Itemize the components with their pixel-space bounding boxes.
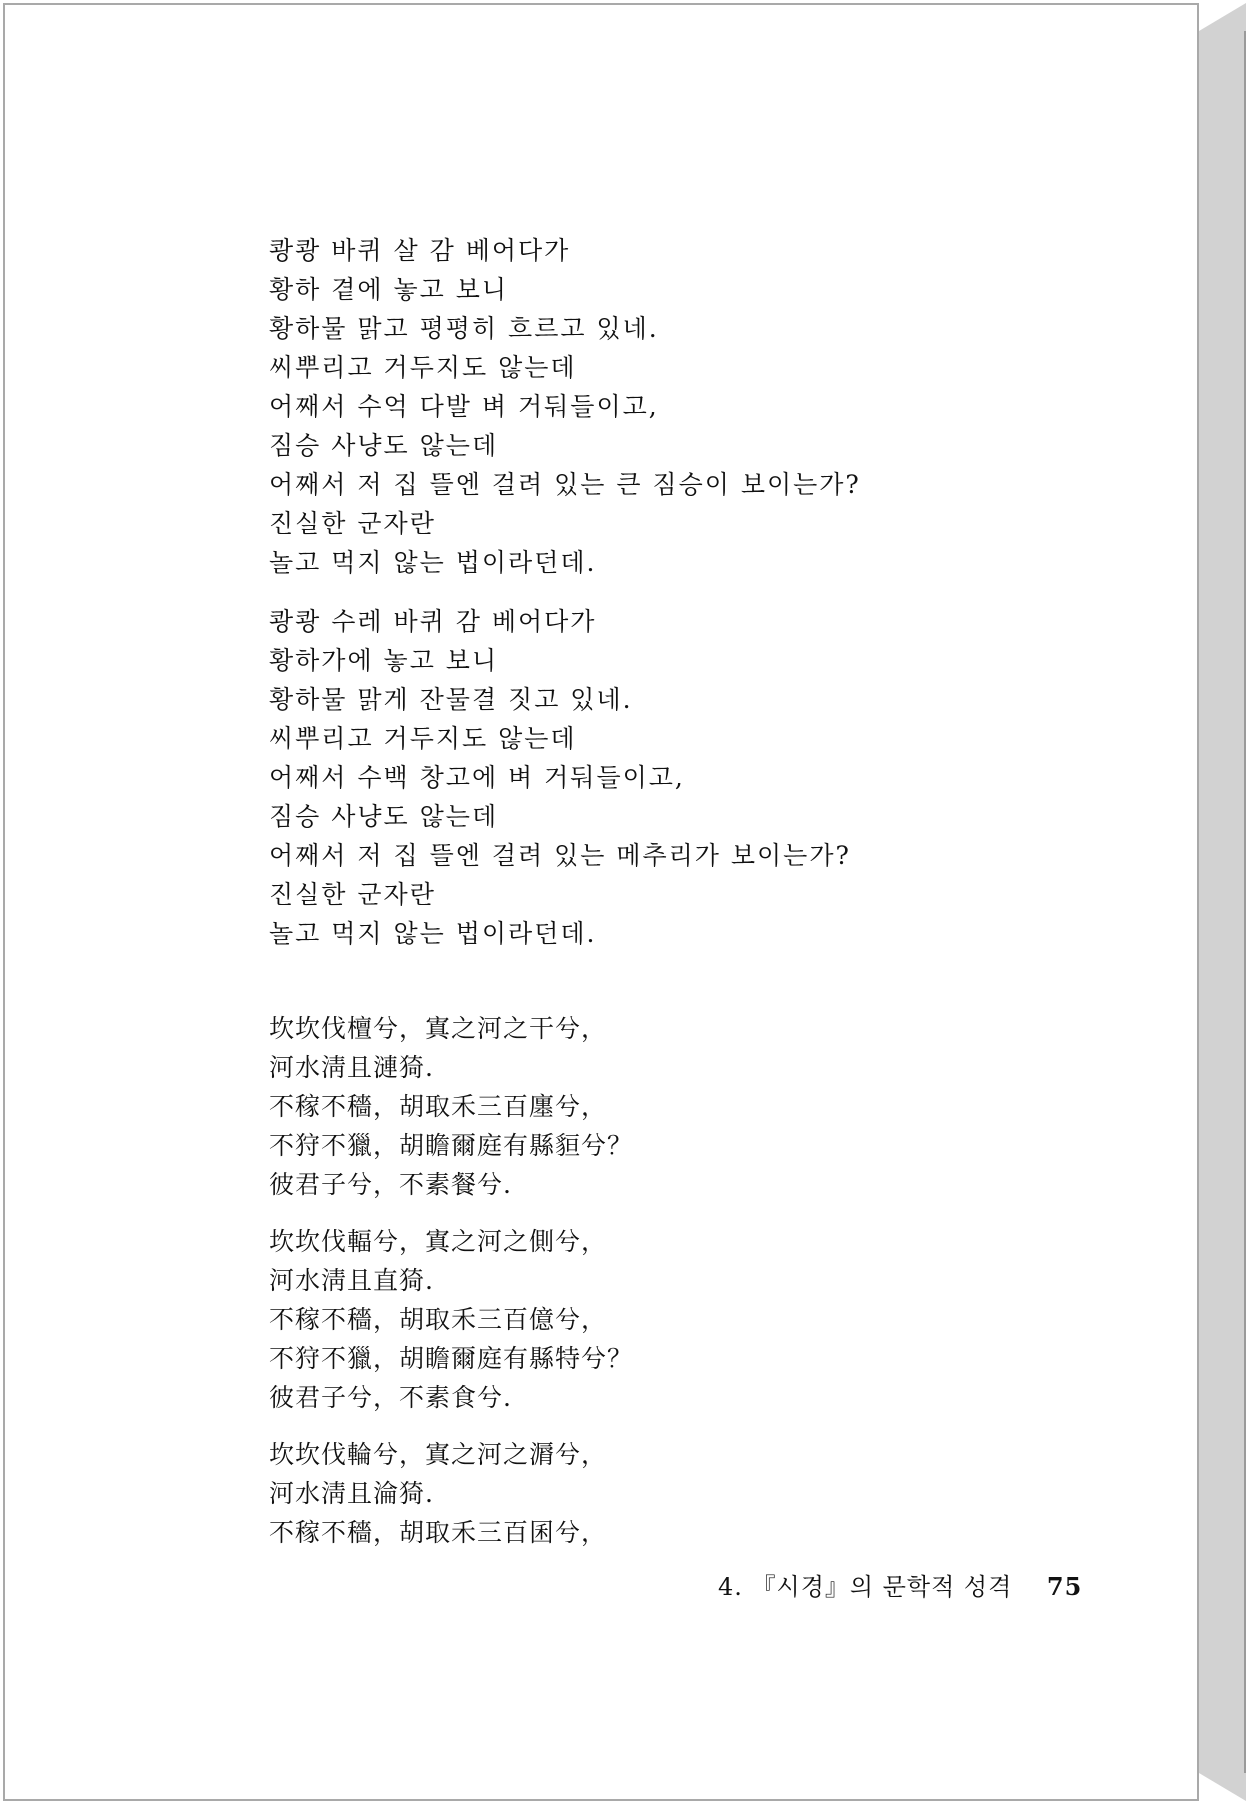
book-edge-bottom-bevel bbox=[1199, 1773, 1246, 1801]
book-edge-line bbox=[1244, 31, 1246, 1773]
poem-line: 놀고 먹지 않는 법이라던데. bbox=[269, 919, 597, 948]
poem-line: 어째서 저 집 뜰엔 걸려 있는 메추리가 보이는가? bbox=[269, 841, 851, 870]
poem-line: 짐승 사냥도 않는데 bbox=[269, 431, 499, 460]
book-edge-top-bevel bbox=[1199, 3, 1246, 31]
poem-line: 坎坎伐檀兮，寘之河之干兮， bbox=[269, 1014, 608, 1043]
poem-line: 河水淸且淪猗. bbox=[269, 1479, 434, 1508]
poem-line: 어째서 저 집 뜰엔 걸려 있는 큰 짐승이 보이는가? bbox=[269, 470, 861, 499]
poem-line: 어째서 수억 다발 벼 거둬들이고, bbox=[269, 392, 659, 421]
poem-line: 河水淸且直猗. bbox=[269, 1266, 434, 1295]
chinese-stanza-2 bbox=[269, 1222, 1089, 1417]
chinese-stanza-3 bbox=[269, 1435, 1089, 1552]
poem-line: 진실한 군자란 bbox=[269, 880, 436, 909]
poem-line: 짐승 사냥도 않는데 bbox=[269, 802, 499, 831]
poem-line: 씨뿌리고 거두지도 않는데 bbox=[269, 353, 577, 382]
poem-line: 不狩不獵，胡瞻爾庭有縣貆兮？ bbox=[269, 1131, 634, 1160]
poem-line: 놀고 먹지 않는 법이라던데. bbox=[269, 548, 597, 577]
section-title: 4. 『시경』의 문학적 성격 bbox=[718, 1573, 1013, 1601]
poem-line: 彼君子兮，不素食兮. bbox=[269, 1383, 512, 1412]
poem-line: 황하가에 놓고 보니 bbox=[269, 646, 499, 675]
book-page-edge bbox=[1199, 3, 1246, 1801]
poem-line: 황하물 맑고 평평히 흐르고 있네. bbox=[269, 314, 659, 343]
poem-line: 不稼不穡，胡取禾三百囷兮， bbox=[269, 1518, 608, 1547]
poem-line: 어째서 수백 창고에 벼 거둬들이고, bbox=[269, 763, 685, 792]
page-number: 75 bbox=[1046, 1572, 1083, 1601]
poem-line: 不稼不穡，胡取禾三百廛兮， bbox=[269, 1092, 608, 1121]
poem-line: 황하 곁에 놓고 보니 bbox=[269, 275, 509, 304]
poem-line: 彼君子兮，不素餐兮. bbox=[269, 1170, 512, 1199]
poem-line: 황하물 맑게 잔물결 짓고 있네. bbox=[269, 685, 633, 714]
korean-stanza-1 bbox=[269, 231, 1089, 582]
poem-line: 坎坎伐輻兮，寘之河之側兮， bbox=[269, 1227, 608, 1256]
book-page bbox=[3, 3, 1199, 1801]
poem-line: 쾅쾅 수레 바퀴 감 베어다가 bbox=[269, 607, 597, 636]
korean-stanza-2 bbox=[269, 602, 1089, 953]
poem-content bbox=[269, 231, 1089, 1552]
poem-line: 河水淸且漣猗. bbox=[269, 1053, 434, 1082]
poem-line: 不稼不穡，胡取禾三百億兮， bbox=[269, 1305, 608, 1334]
chinese-stanza-1 bbox=[269, 1009, 1089, 1204]
poem-line: 不狩不獵，胡瞻爾庭有縣特兮？ bbox=[269, 1344, 634, 1373]
poem-line: 씨뿌리고 거두지도 않는데 bbox=[269, 724, 577, 753]
page-footer bbox=[718, 1570, 1082, 1604]
poem-line: 쾅쾅 바퀴 살 감 베어다가 bbox=[269, 236, 571, 265]
poem-line: 진실한 군자란 bbox=[269, 509, 436, 538]
poem-line: 坎坎伐輪兮，寘之河之漘兮， bbox=[269, 1440, 608, 1469]
